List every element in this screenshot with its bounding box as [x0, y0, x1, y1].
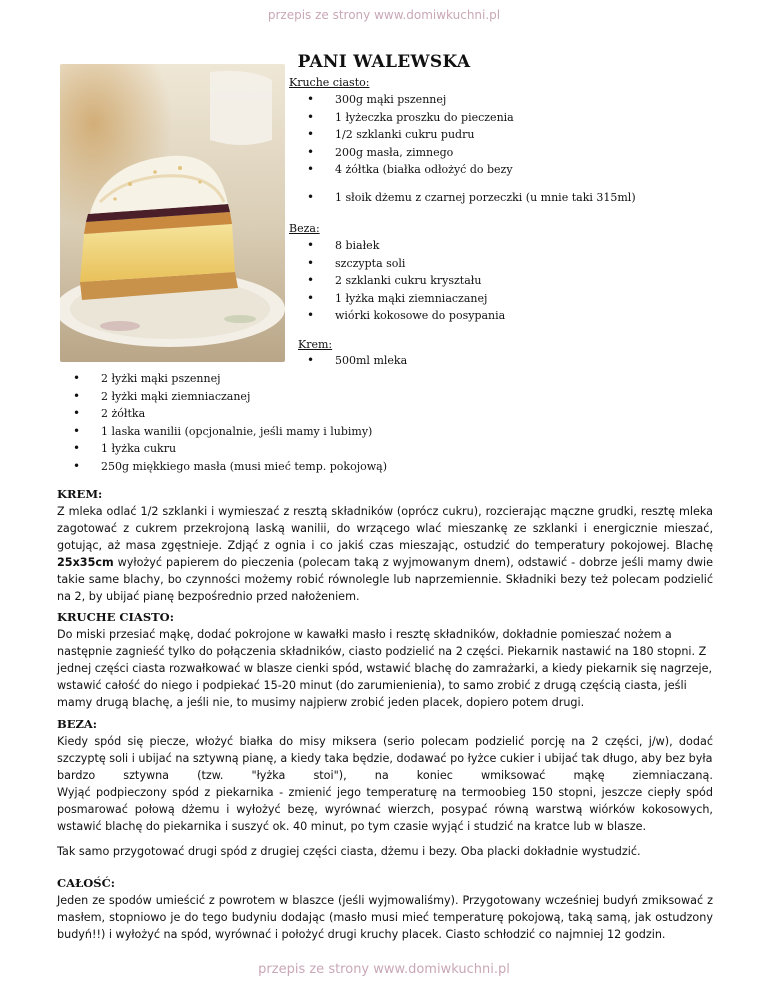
list-item: • 500ml mleka — [307, 352, 407, 370]
footer-watermark: przepis ze strony www.domiwkuchni.pl — [258, 962, 510, 977]
list-item: • 1 łyżka mąki ziemniaczanej — [307, 290, 505, 308]
beza-step-spread-line: bardzo sztywna (tzw. "łyżka stoi"), na koniec wmiksować mąkę ziemniaczaną. — [57, 769, 713, 782]
list-item: • 2 łyżki mąki ziemniaczanej — [73, 388, 387, 406]
repeat-step-text: Tak samo przygotować drugi spód z drugiej części ciasta, dżemu i bezy. Oba placki dokładnie wystudzić. — [57, 845, 641, 858]
list-item: • 2 szklanki cukru kryształu — [307, 272, 505, 290]
list-item: • wiórki kokosowe do posypania — [307, 307, 505, 325]
calosc-step-text: Jeden ze spodów umieścić z powrotem w blaszce (jeśli wyjmowaliśmy). Przygotowany wcześniej budyń zmiksować z masłem, stopniowo je do tego budyniu dodając (masło musi mieć temperaturę pokojową, taką samą, jak ostudzony budyń!!) i wyłożyć na spód, wyrównać i położyć drugi kruchy placek. Ciasto schłodzić co najmniej 12 godzin. — [57, 894, 713, 941]
kruche-ingredients-list — [307, 91, 514, 179]
header-watermark: przepis ze strony www.domiwkuchni.pl — [267, 8, 501, 22]
repeat-section — [57, 843, 713, 860]
recipe-title: PANI WALEWSKA — [297, 52, 471, 72]
krem-ingredients-list — [73, 370, 387, 475]
list-item: • szczypta soli — [307, 255, 505, 273]
list-item: • 200g masła, zimnego — [307, 144, 514, 162]
cake-photo — [60, 64, 285, 362]
pan-size: 25x35cm — [57, 556, 114, 569]
krem-step-text: Z mleka odlać 1/2 szklanki i wymieszać z resztą składników (oprócz cukru), rozcierając mączne grudki, resztę mleka zagotować z cukrem przekrojoną laską wanilii, do wrzącego wlać mieszankę ze szklanki i energicznie mieszać, gotując, aż masa zgęstnieje. Zdjąć z ognia i co jakiś czas mieszając, ostudzić do temperatury pokojowej. Blachę 25x35cm wyłożyć papierem do pieczenia (polecam taką z wyjmowanym dnem), odstawić - dobrze jeśli mamy dwie takie same blachy, bo czynności możemy robić równolegle lub naprzemiennie. Składniki bezy też polecam podzielić na 2, by ubijać pianę bezpośrednio przed nałożeniem. — [57, 505, 713, 603]
calosc-section — [57, 875, 713, 943]
kruche-ingredients-heading: Kruche ciasto: — [289, 76, 370, 89]
kruche-section — [57, 609, 713, 711]
list-item: • 1 laska wanilii (opcjonalnie, jeśli mamy i lubimy) — [73, 423, 387, 441]
list-item: • 4 żółtka (białka odłożyć do bezy — [307, 161, 514, 179]
beza-step-text-1: Kiedy spód się piecze, włożyć białka do misy miksera (serio polecam podzielić porcję na 2 części, j/w), dodać szczyptę soli i ubijać na sztywną pianę, a kiedy taka będzie, dodawać po łyżce cukier i ubijać tak długo, aby bez była — [57, 735, 713, 765]
beza-step-text-2: Wyjąć podpieczony spód z piekarnika - zmienić jego temperaturę na termoobieg 150 stopni, jeszcze ciepły spód posmarować połową dżemu i wyłożyć bezę, wyrównać wierzch, posypać równą warstwą wiórków kokosowych, wstawić blachę do piekarnika i suszyć ok. 40 minut, po tym czasie wyjąć i studzić na kratce lub w blasze. — [57, 786, 713, 833]
list-item: • 300g mąki pszennej — [307, 91, 514, 109]
list-item: • 8 białek — [307, 237, 505, 255]
list-item: • 1 łyżka cukru — [73, 440, 387, 458]
list-item: • 1 łyżeczka proszku do pieczenia — [307, 109, 514, 127]
beza-section — [57, 716, 713, 835]
kruche-step-heading: KRUCHE CIASTO: — [57, 610, 174, 624]
beza-ingredients-heading: Beza: — [289, 222, 320, 235]
list-item: • 1/2 szklanki cukru pudru — [307, 126, 514, 144]
jam-ingredient — [307, 189, 636, 207]
list-item: • 2 żółtka — [73, 405, 387, 423]
krem-first-ingredient — [307, 352, 407, 370]
calosc-step-heading: CAŁOŚĆ: — [57, 876, 115, 890]
krem-section — [57, 486, 713, 605]
krem-step-heading: KREM: — [57, 487, 103, 501]
krem-ingredients-heading: Krem: — [298, 338, 333, 351]
list-item: • 2 łyżki mąki pszennej — [73, 370, 387, 388]
beza-step-heading: BEZA: — [57, 717, 98, 731]
kruche-step-text: Do miski przesiać mąkę, dodać pokrojone w kawałki masło i resztę składników, dokładnie pomieszać nożem a następnie zagnieść tylko do połączenia składników, ciasto podzielić na 2 części. Piekarnik nastawić na 180 stopni. Z jednej części ciasta rozwałkować w blasze cienki spód, wstawić blachę do zamrażarki, a kiedy piekarnik się nagrzeje, wstawić całość do niego i podpiekać 15-20 minut (do zarumienienia), to samo zrobić z drugą częścią ciasta, jeśli mamy drugą blachę, a jeśli nie, to musimy najpierw zrobić jeden placek, dopiero potem drugi. — [57, 628, 713, 709]
beza-ingredients-list — [307, 237, 505, 325]
list-item: • 1 słoik dżemu z czarnej porzeczki (u mnie taki 315ml) — [307, 189, 636, 207]
list-item: • 250g miękkiego masła (musi mieć temp. pokojową) — [73, 458, 387, 476]
